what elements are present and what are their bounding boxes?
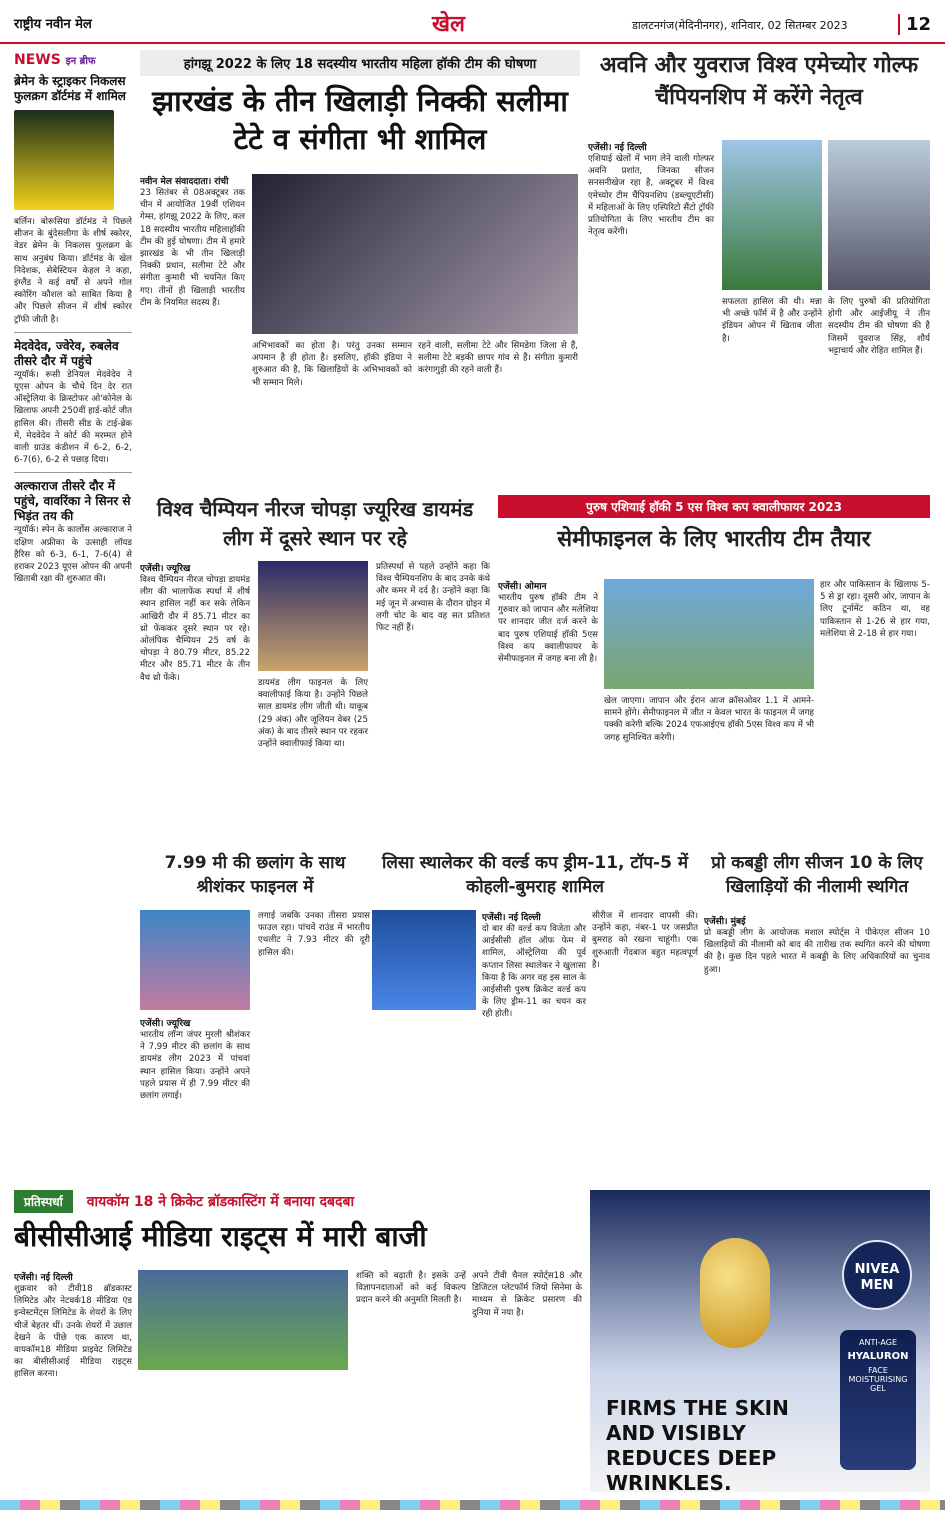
story-sreeshankar [140, 852, 370, 1182]
page-number: 12 [898, 14, 931, 35]
story-headline: अवनि और युवराज विश्व एमेच्योर गोल्फ चैंपियनशिप में करेंगे नेतृत्व [599, 53, 919, 110]
nivea-advertisement[interactable] [590, 1190, 930, 1492]
story-headline: विश्व चैम्पियन नीरज चोपड़ा ज्यूरिख डायमंड लीग में दूसरे स्थान पर रहे [156, 497, 474, 550]
masthead [0, 0, 945, 44]
product-line-2: HYALURON [847, 1351, 909, 1362]
footballer-photo [14, 110, 114, 210]
story-hockey-5s [498, 495, 930, 845]
story-body: भारतीय लॉन्ग जंपर मुरली श्रीशंकर ने 7.99 मीटर की छलांग के साथ डायमंड लीग 2023 में पांचवां स्थान हासिल किया। उन्होंने अपने पहले प्रयास में ही 7.99 मीटर की छलांग लगाई। [140, 1030, 250, 1102]
story-body-3: हार और पाकिस्तान के खिलाफ 5-5 से ड्रा रहा। दूसरी ओर, जापान के लिए टूर्नामेंट कठिन था, वह पाकिस्तान से 1-26 से हार गया, मलेशिया से 2-18 से हार गया। [820, 580, 930, 639]
story-headline: प्रो कबड्डी लीग सीजन 10 के लिए खिलाड़ियों की नीलामी स्थगित [711, 853, 923, 897]
product-line-1: ANTI-AGE [859, 1338, 897, 1347]
story-body-3: रहने वाली, सलीमा टेटे और सिमडेगा जिला से हैं, सलीमा टेटे बड़की छापर गांव से हैं। संगीता कुमारी करंगागुड़ी की रहने वाली हैं। [418, 341, 578, 376]
story-body: प्रो कबड्डी लीग के आयोजक मशाल स्पोर्ट्स ने पीकेएल सीजन 10 खिलाड़ियों की नीलामी को बाद की तारीख तक स्थगित करने की घोषणा की है। कुछ दिन पहले भारत में कबड्डी के लिए अधिकारियों का चुनाव हुआ। [704, 928, 930, 975]
story-bcci-media-rights [14, 1190, 582, 1490]
story-body-2: शक्ति को बढ़ाती है। इसके उन्हें विज्ञापनदाताओं को कई विकल्प प्रदान करने की अनुमति मिलती है। [356, 1271, 466, 1306]
brief-headline-2: मेदवेदेव, ज्वेरेव, रुबलेव तीसरे दौर में पहुंचे [14, 338, 119, 368]
story-body: 23 सितंबर से 08अक्टूबर तक चीन में आयोजित 19वीं एशियन गेम्स, हांगझू 2022 के लिए, कल 18 सदस्यीय भारतीय महिलाहॉकी टीम की हुई घोषणा। टीम में हमारे झारखंड के भी तीन खिलाड़ी निक्की प्रधान, सलीमा टेटे और संगीता कुमारी भी चयनित किए गए। तीनों ही खिलाड़ी भारतीय टीम के नियमित सदस्य हैं। [140, 188, 245, 308]
story-body: विश्व चैम्पियन नीरज चोपड़ा डायमंड लीग की भालाफेंक स्पर्धा में शीर्ष स्थान हासिल नहीं कर सके लेकिन आखिरी दौर में 85.71 मीटर का थ्रो फेंककर दूसरे स्थान पर रहे। ओलंपिक चैम्पियन 25 वर्ष के चोपड़ा ने 80.79 मीटर, 85.22 मीटर और 85.71 मीटर के तीन वैध थ्रो फेंके। [140, 575, 250, 683]
story-body: भारतीय पुरुष हॉकी टीम ने गुरुवार को जापान और मलेशिया पर शानदार जीत दर्ज करने के बाद पुरुष एशियाई हॉकी 5एस विश्व कप क्वालीफायर के सेमीफाइनल में जगह बना ली है। [498, 593, 598, 665]
nivea-men-logo: NIVEA MEN [842, 1240, 912, 1310]
story-byline: नवीन मेल संवाददाता। रांची [140, 177, 229, 187]
story-body-2: डायमंड लीग फाइनल के लिए क्वालीफाई किया है। उन्होंने पिछले साल डायमंड लीग जीती थी। याकूब (29 अंक) और जूलियन वेबर (25 अंक) के बाद तीसरे स्थान पर रहकर उन्होंने क्वालीफाई किया था। [258, 678, 368, 750]
story-kicker: हांगझू 2022 के लिए 18 सदस्यीय भारतीय महिला हॉकी टीम की घोषणा [140, 50, 580, 76]
story-body-2: लगाई जबकि उनका तीसरा प्रयास फाउल रहा। पांचवें राउंड में भारतीय एथलीट ने 7.93 मीटर की दूरी हासिल की। [258, 911, 370, 958]
story-headline: 7.99 मी की छलांग के साथ श्रीशंकर फाइनल में [164, 853, 346, 897]
print-registration-bar [0, 1500, 945, 1510]
story-headline: झारखंड के तीन खिलाड़ी निक्की सलीमा टेटे व संगीता भी शामिल [152, 84, 568, 157]
story-body-2: सीरीज में शानदार वापसी की। उन्होंने कहा, नंबर-1 पर जसप्रीत बुमराह को रखना चाहूंगी। एक शुरुआती गेंदबाज बहुत महत्वपूर्ण है। [592, 911, 698, 970]
brief-headline-3: अल्काराज तीसरे दौर में पहुंचे, वावरिंका ने सिनर से भिड़ंत तय की [14, 479, 131, 524]
section-title: खेल [432, 12, 465, 37]
story-body-2: खेल जाएगा। जापान और ईरान आज क्रॉसओवर 1.1 में आमने-सामने होंगे। सेमीफाइनल में जीत न केवल भारत के फाइनल में जगह पक्की करेगी बल्कि 2024 एफआईएच हॉकी 5एस विश्व कप में भी जगह सुनिश्चित करेगी। [604, 696, 814, 743]
story-byline: एजेंसी। नई दिल्ली [14, 1273, 73, 1283]
story-neeraj-chopra [140, 495, 490, 845]
news-badge-sub: इन ब्रीफ [65, 56, 96, 67]
golfer-yuvraj-photo [828, 140, 930, 290]
product-line-3: FACE MOISTURISING GEL [848, 1366, 908, 1393]
brief-headline-1: ब्रेमेन के स्ट्राइकर निकलस फुलक्रग डॉर्टमंड में शामिल [14, 74, 126, 103]
story-headline: बीसीसीआई मीडिया राइट्स में मारी बाजी [14, 1220, 427, 1253]
long-jumper-photo [140, 910, 250, 1010]
story-headline: सेमीफाइनल के लिए भारतीय टीम तैयार [557, 527, 871, 552]
story-body-2: सफलता हासिल की थी। मन्ना भी अच्छे फॉर्म में है और उन्होंने इंडियन ओपन में खिताब जीता है। [722, 297, 822, 344]
serum-drop-graphic [700, 1238, 770, 1348]
ad-tagline: FIRMS THE SKIN AND VISIBLY REDUCES DEEP WRINKLES. [606, 1396, 789, 1492]
dateline: डालटनगंज(मेदिनीनगर), शनिवार, 02 सितम्बर 2023 [632, 19, 848, 32]
brief-body-3: न्यूयॉर्क। स्पेन के कार्लोस अल्काराज ने दक्षिण अफ्रीका के उत्साही लॉयड हैरिस को 6-3, 6-1, 7-6(4) से हराकर 2023 यूएस ओपन की अपनी खिताबी रक्षा की शुरुआत की। [14, 525, 132, 585]
story-byline: एजेंसी। ओमान [498, 582, 547, 592]
divider [14, 332, 132, 333]
story-body-3: प्रतिस्पर्धा से पहले उन्होंने कहा कि विश्व चैम्पियनशिप के बाद उनके कंधे और कमर में दर्द है। उन्होंने कहा कि मई जून में अभ्यास के दौरान ग्रोइन में लगी चोट के बाद वह सत प्रतिशत फिट नहीं हैं। [376, 562, 490, 634]
story-byline: एजेंसी। मुंबई [704, 917, 746, 927]
news-badge: NEWS इन ब्रीफ [14, 52, 96, 68]
hockey-match-photo [604, 579, 814, 689]
divider [14, 472, 132, 473]
story-golf [588, 50, 930, 488]
story-kicker: पुरुष एशियाई हॉकी 5 एस विश्व कप क्वालीफायर 2023 [498, 495, 930, 518]
story-body: दो बार की वर्ल्ड कप विजेता और आईसीसी हॉल ऑफ फेम में शामिल, ऑस्ट्रेलिया की पूर्व कप्तान लिसा स्थालेकर ने खुलासा किया है कि अगर वह इस साल के आईसीसी पुरुष क्रिकेट वर्ल्ड कप के लिए ड्रीम-11 का चयन कर रही होती। [482, 924, 586, 1020]
product-tube [840, 1330, 916, 1470]
newspaper-name: राष्ट्रीय नवीन मेल [14, 17, 92, 32]
award-ceremony-photo [252, 174, 578, 334]
story-lisa-sthalekar [372, 852, 698, 1182]
story-body-2: अभिभावकों का होता है। परंतु उनका सम्मान अपमान है ही होता है। इसलिए, हॉकी इंडिया ने शुरुआत की है, कि खिलाड़ियों के अभिभावकों को भी सम्मान मिले। [252, 341, 412, 388]
story-body: शुक्रवार को टीवी18 ब्रॉडकास्ट लिमिटेड और नेटवर्क18 मीडिया एंड इन्वेस्टमेंट्स लिमिटेड के शेयरों के लिए चीजें बेहतर थीं। उनके शेयरों में उछाल देखने के पीछे एक कारण था, वायकॉम18 मीडिया प्राइवेट लिमिटेड का बीसीसीआई मीडिया राइट्स हासिल करना। [14, 1284, 132, 1380]
news-in-brief-sidebar [14, 52, 132, 1162]
story-byline: एजेंसी। ज्यूरिख [140, 1019, 191, 1029]
story-body-3: अपने टीवी चैनल स्पोर्ट्स18 और डिजिटल प्लेटफॉर्म जियो सिनेमा के माध्यम से क्रिकेट प्रसारण की दुनिया में नया है। [472, 1271, 582, 1318]
javelin-thrower-photo [258, 561, 368, 671]
golfer-avani-photo [722, 140, 822, 290]
kicker-row [14, 1190, 582, 1213]
story-byline: एजेंसी। नई दिल्ली [482, 913, 541, 923]
story-hockey-team [140, 50, 580, 488]
story-headline: लिसा स्थालेकर की वर्ल्ड कप ड्रीम-11, टॉप-5 में कोहली-बुमराह शामिल [381, 853, 689, 897]
story-byline: एजेंसी। ज्यूरिख [140, 564, 191, 574]
story-body-3: के लिए पुरुषों की प्रतियोगिता होगी और आईजीयू ने तीन सदस्यीय टीम की घोषणा की है जिसमें युवराज सिंह, शौर्य भट्टाचार्य और रोहित शामिल हैं। [828, 297, 930, 356]
story-body: एशियाई खेलों में भाग लेने वाली गोल्फर अवनि प्रशांत, जिनका सीजन सनसनीखेज रहा है, अक्टूबर में विश्व एमेच्योर टीम चैंपियनशिप (डब्ल्यूएटीसी) में महिलाओं के लिए एस्पिरिटो सैंटो ट्रॉफी प्रतियोगिता के लिए भारतीय टीम का नेतृत्व करेंगी। [588, 154, 714, 238]
brief-body-1: बर्लिन। बोरूसिया डॉर्टमंड ने पिछले सीजन के बुंदेसलीगा के शीर्ष स्कोरर, वेडर ब्रेमेन के निकलस फुलक्रग के साथ अनुबंध किया। डॉर्टमंड के खेल निदेशक, सेबेस्टियन केहल ने कहा, इंग्लैंड ने कई वर्षों से अपने गोल स्कोरिंग कौशल को साबित किया है और पिछले सीजन में शीर्ष स्कोरर ट्रॉफी जीती है। [14, 217, 132, 325]
brief-body-2: न्यूयॉर्क। रूसी डेनियल मेदवेदेव ने यूएस ओपन के चौथे दिन देर रात ऑस्ट्रेलिया के क्रिस्टोफर ओ'कोनेल के खिलाफ अपनी 250वीं हार्ड-कोर्ट जीत हासिल की। तीसरी सीड के टाई-ब्रेक में, मेदवेदेव ने कोर्ट की मरम्मत होने वाली ग्राउंड कंडीशन में 6-2, 6-2, 6-7(6), 6-2 से पछाड़ दिया। [14, 369, 132, 466]
story-kicker: वायकॉम 18 ने क्रिकेट ब्रॉडकास्टिंग में बनाया दबदबा [86, 1194, 355, 1210]
story-pro-kabaddi [704, 852, 930, 1182]
cricketers-photo [372, 910, 476, 1010]
stadium-photo [138, 1270, 348, 1370]
story-byline: एजेंसी। नई दिल्ली [588, 143, 647, 153]
section-tag: प्रतिस्पर्धा [14, 1190, 73, 1213]
